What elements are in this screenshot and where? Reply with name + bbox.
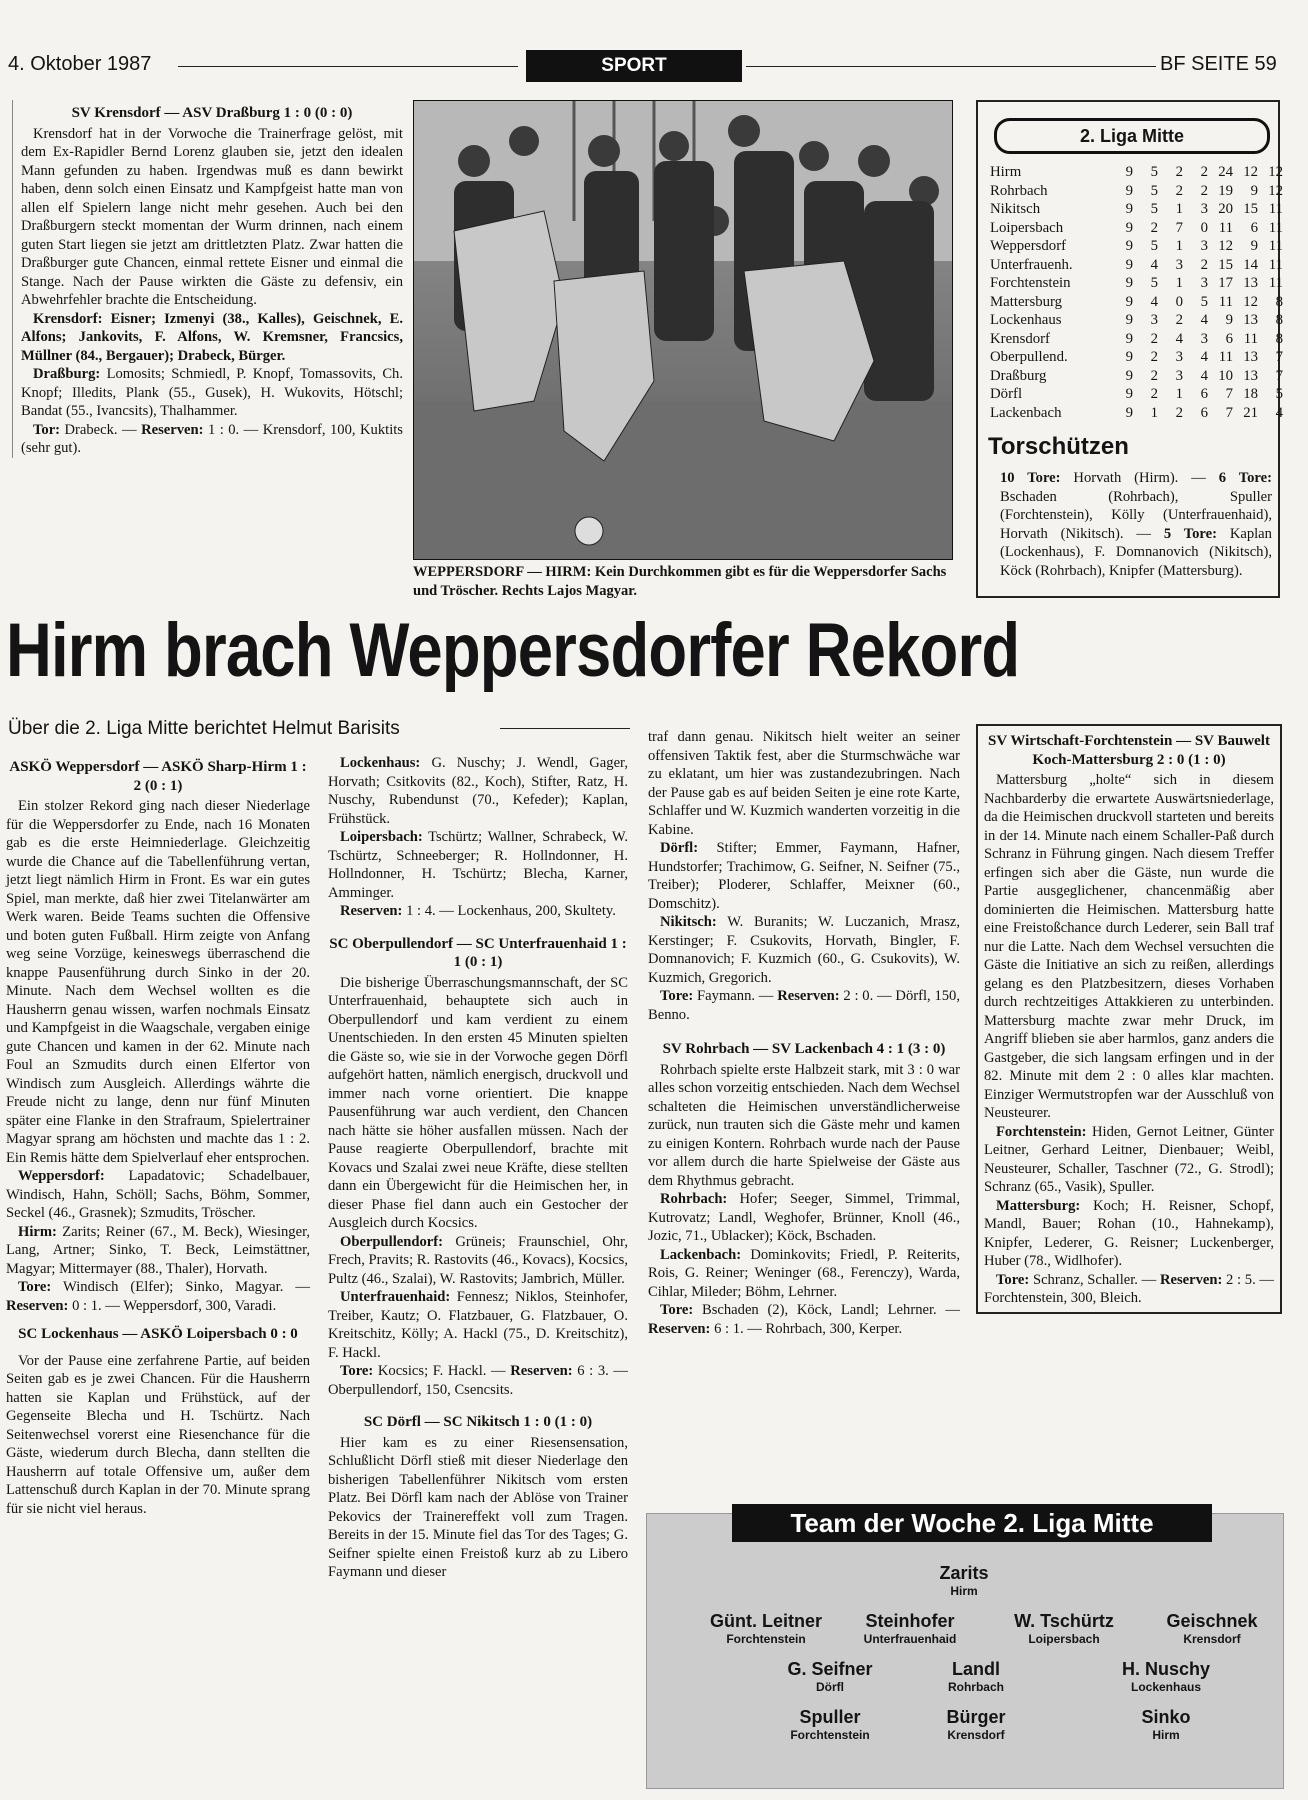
standings-value: 9 <box>1125 219 1133 236</box>
article-title: SC Lockenhaus — ASKÖ Loipersbach 0 : 0 <box>18 1326 298 1342</box>
article-krensdorf <box>12 100 403 458</box>
standings-value: 2 <box>1150 219 1158 236</box>
standings-value: 11 <box>1218 349 1233 365</box>
page-date: 4. Oktober 1987 <box>8 53 152 75</box>
standings-value: 2 <box>1175 312 1183 328</box>
standings-value: 11 <box>1218 219 1233 236</box>
standings-value: 3 <box>1175 256 1183 273</box>
standings-value: 2 <box>1200 256 1208 273</box>
standings-value: 9 <box>1225 312 1233 328</box>
standings-value: 9 <box>1125 293 1133 310</box>
standings-team: Mattersburg <box>990 293 1063 310</box>
standings-row <box>990 163 1283 182</box>
standings-value: 3 <box>1200 275 1208 291</box>
page-number: BF SEITE 59 <box>1160 53 1277 75</box>
reserves-label: Reserven: <box>141 421 204 438</box>
standings-value: 3 <box>1175 349 1183 365</box>
article-body: Die bisherige Überraschungsmannschaft, der SC Unterfrauenhaid, behauptete sich auch in Oberpullendorf und kam verdient zu einem Unentschieden. In den ersten 45 Minuten spielten die Gäste so, wie sie in der Vorwoche gegen Dörfl aufgehört hatten, nämlich energisch, druckvoll und immer nach vorne orientiert. Die knappe Pausenführung war auch verdient, den Chancen nach hätte sie höher ausfallen müssen. Nach der Pause reagierte Oberpullendorf, brachte mit Kovacs und Szalai zwei neue Kräfte, diese stellten dann ein Übergewicht für die Heimischen her, in dieser Phase fiel dann auch ein Gestocher der Ausgleich durch Kocsics. <box>328 974 628 1231</box>
standings-value: 2 <box>1200 164 1208 180</box>
standings-value: 10 <box>1218 367 1233 384</box>
standings-team: Oberpullend. <box>990 349 1068 365</box>
reserves-text: 0 : 1. — Weppersdorf, 300, Varadi. <box>72 1297 277 1314</box>
player-name: Sinko <box>1141 1707 1191 1727</box>
lineup-text: Tschürtz; Wallner, Schrabeck, W. Tschürtz, Schneeberger; R. Hollndonner, H. Hollndonner, H. Tschürtz; Blecha, Karner, Amminger. <box>328 829 628 901</box>
standings-table <box>990 163 1283 422</box>
player-club: Forchtenstein <box>726 1632 806 1646</box>
standings-row <box>990 182 1283 201</box>
standings-value: 7 <box>1275 367 1283 384</box>
goals-text: Schranz, Schaller. — <box>1032 1271 1157 1288</box>
article-body: Hier kam es zu einer Riesensensation, Schlußlicht Dörfl stieß mit dieser Niederlage den bisherigen Tabellenführer Nikitsch vom ersten Platz. Bei Dörfl kam nach der Ablöse von Trainer Pekovics der Trainereffekt voll zum Tragen. Bereits in der 15. Minute fiel das Tor des Tages; G. Seifner spielte einen Freistoß kurz ab zu Libero Faymann und dieser <box>328 1434 628 1580</box>
standings-value: 5 <box>1150 182 1158 199</box>
reserves-text: 1 : 4. — Lockenhaus, 200, Skultety. <box>406 903 616 919</box>
team-of-week-player <box>1066 1659 1266 1694</box>
player-name: Zarits <box>939 1563 989 1583</box>
standings-value: 11 <box>1268 256 1283 273</box>
scorers-names: Bschaden (Rohrbach), Spuller (Forchtenstein), Kölly (Unterfrauenhaid), Horvath (Nikitsch). — <box>1000 488 1272 542</box>
standings-value: 1 <box>1150 404 1158 421</box>
standings-row <box>990 274 1283 293</box>
standings-value: 9 <box>1125 349 1133 365</box>
standings-value: 11 <box>1243 330 1258 347</box>
standings-value: 1 <box>1175 238 1183 254</box>
standings-value: 11 <box>1218 293 1233 310</box>
standings-title: 2. Liga Mitte <box>994 118 1270 154</box>
team-of-week-players <box>646 1513 1282 1787</box>
standings-row <box>990 404 1283 423</box>
goals-text: Kocsics; F. Hackl. — <box>377 1363 506 1379</box>
standings-row <box>990 237 1283 256</box>
article-title: SV Rohrbach — SV Lackenbach 4 : 1 (3 : 0) <box>662 1041 946 1057</box>
reserves-text: 1 : 0. — Krensdorf, 100, Kuktits (sehr gut). <box>21 421 403 456</box>
standings-value: 2 <box>1150 367 1158 384</box>
standings-value: 2 <box>1175 182 1183 199</box>
section-label: SPORT <box>526 50 742 82</box>
standings-value: 11 <box>1268 219 1283 236</box>
reserves-label: Reserven: <box>777 988 840 1004</box>
standings-value: 6 <box>1200 404 1208 421</box>
lineup-text: Lapadatovic; Schadelbauer, Windisch, Hahn, Schöll; Sachs, Böhm, Sommer, Seckel (46., Grasnek); Szmudits, Tröscher. <box>6 1168 310 1221</box>
standings-value: 2 <box>1150 330 1158 347</box>
goals-label: Tore: <box>340 1363 374 1379</box>
standings-team: Loipersbach <box>990 219 1064 236</box>
reserves-label: Reserven: <box>648 1320 711 1337</box>
standings-value: 21 <box>1243 404 1258 421</box>
lineup-label: Krensdorf: <box>33 310 103 327</box>
reserves-text: 2 : 0. — Dörfl, 150, Benno. <box>648 988 960 1023</box>
lineup-text: Grüneis; Fraunschiel, Ohr, Frech, Pravits; R. Rastovits (46., Kovacs), Kocsics, Pultz (46., Szalai), W. Rastovits; Jambrich, Müller. <box>328 1233 628 1287</box>
team-of-week-title: Team der Woche 2. Liga Mitte <box>732 1504 1212 1542</box>
standings-row <box>990 219 1283 238</box>
lineup-label: Mattersburg: <box>996 1197 1081 1214</box>
goals-label: Tore: <box>18 1279 52 1295</box>
lineup-label: Weppersdorf: <box>18 1168 105 1184</box>
standings-value: 13 <box>1243 312 1258 328</box>
standings-value: 9 <box>1125 182 1133 199</box>
standings-row <box>990 293 1283 312</box>
goals-text: Windisch (Elfer); Sinko, Magyar. — <box>63 1279 310 1295</box>
article-body: Rohrbach spielte erste Halbzeit stark, mit 3 : 0 war alles schon vorzeitig entschieden. Nach dem Wechsel schalteten die Heimischen unverständlicherweise zurück, nun trauten sich die Gäste mehr und kamen zu einigen Kontern. Rohrbach wurde nach der Pause vor allem durch die harte Spielweise der Gäste aus dem Rhythmus gebracht. <box>648 1061 960 1189</box>
standings-value: 13 <box>1243 349 1258 365</box>
lineup-text: W. Buranits; W. Luczanich, Mrasz, Kerstinger; F. Csukovits, Horvath, Bingler, F. Domnanovich; F. Kuzmich (60., G. Csukovits), W. Kuzmich, Gregorich. <box>648 914 960 986</box>
player-club: Dörfl <box>816 1680 844 1694</box>
reserves-label: Reserven: <box>510 1363 573 1379</box>
player-name: Landl <box>952 1659 1000 1679</box>
lineup-text: Zarits; Reiner (67., M. Beck), Wiesinger, Lang, Artner; Sinko, T. Beck, Leimstättner, Magyar; Mittermayer (88., Thaler), Horvath. <box>6 1223 310 1277</box>
standings-value: 12 <box>1243 293 1258 310</box>
lineup-text: Dominkovits; Friedl, P. Reiterits, Rois, G. Reiner; Weninger (68., Ferenczy), Warda, Cihlar, Mileder; Böhm, Lehrner. <box>648 1246 960 1300</box>
scorers-label: 5 Tore: <box>1163 525 1217 542</box>
lineup-label: Forchtenstein: <box>996 1123 1087 1140</box>
standings-value: 3 <box>1200 330 1208 347</box>
standings-team: Dörfl <box>990 386 1023 402</box>
standings-value: 5 <box>1150 164 1158 180</box>
standings-value: 4 <box>1200 367 1208 384</box>
standings-team: Lockenhaus <box>990 312 1062 328</box>
standings-value: 6 <box>1200 386 1208 402</box>
standings-value: 2 <box>1175 164 1183 180</box>
reserves-label: Reserven: <box>1159 1271 1223 1288</box>
lineup-text: Fennesz; Niklos, Steinhofer, Treiber, Kautz; O. Flatzbauer, G. Flatzbauer, O. Kreitschitz, Kölly; A. Hackl (75., D. Kreitschitz), F. Hackl. <box>328 1289 628 1361</box>
standings-row <box>990 385 1283 404</box>
header-rule-right <box>746 66 1156 67</box>
standings-value: 15 <box>1218 256 1233 273</box>
standings-team: Hirm <box>990 164 1022 180</box>
standings-value: 9 <box>1125 256 1133 273</box>
lineup-label: Lockenhaus: <box>340 755 421 771</box>
standings-value: 3 <box>1150 312 1158 328</box>
standings-value: 12 <box>1268 164 1283 180</box>
scorers-names: Horvath (Hirm). — <box>1073 470 1206 486</box>
standings-value: 12 <box>1218 238 1233 254</box>
player-club: Hirm <box>950 1584 978 1598</box>
standings-value: 0 <box>1175 293 1183 310</box>
player-name: Bürger <box>946 1707 1006 1727</box>
standings-team: Weppersdorf <box>990 238 1067 254</box>
lineup-label: Oberpullendorf: <box>340 1233 443 1250</box>
article-title: SC Dörfl — SC Nikitsch 1 : 0 (1 : 0) <box>363 1414 593 1430</box>
lineup-text: Eisner; Izmenyi (38., Kalles), Geischnek, E. Alfons; Jankovits, F. Alfons, W. Kremsner, Francsics, Müllner (84., Bergauer); Drabeck, Bürger. <box>21 310 403 364</box>
standings-value: 3 <box>1175 367 1183 384</box>
article-body: Mattersburg „holte“ sich in diesem Nachbarderby die erwartete Auswärtsniederlage, da die Heimischen druckvoll starteten und bereits in der 14. Minute nach einem Schaller-Paß durch Schranz in Führung gingen. Nach diesem Treffer erfingen sich aber die Gäste, nun wurde die Partie ausgeglichener, chancenmäßig aber dominierten die Heimischen. Mattersburg hatte eine Freistoßchance durch Lederer, sein Ball traf nur die Latte. Nach dem Wechsel versuchten die Gäste die Initiative an sich zu reißen, allerdings gelang es den Platzbesitzern, dieses Vorhaben durch rechtzeitiges Attakkieren zu unterbinden. Mattersburg machte zwar mehr Druck, im Angriff blieben sie aber harmlos, ganz anders die Gastgeber, die sich langsam erfingen und in der 82. Minute mit dem 2 : 0 alles klar machten. Einziger Wermutstropfen war der Ausschluß von Neusteurer. <box>984 772 1274 1121</box>
standings-value: 5 <box>1150 201 1158 217</box>
goals-label: Tor: <box>33 421 61 438</box>
player-name: Günt. Leitner <box>710 1611 822 1631</box>
goals-label: Tore: <box>660 988 694 1004</box>
player-club: Loipersbach <box>1028 1632 1100 1646</box>
standings-value: 8 <box>1275 293 1283 310</box>
standings-value: 18 <box>1243 386 1258 402</box>
team-of-week-player <box>876 1707 1076 1742</box>
article-body: Ein stolzer Rekord ging nach dieser Niederlage für die Weppersdorfer zu Ende, nach 16 Monaten gab es die erste Heimniederlage. Gleichzeitig wurde die Chance auf die Tabellenführung vertan, jetzt liegt nämlich Hirm in Front. Es war ein gutes Spiel, man merkte, daß hier zwei Titelanwärter am Werk waren. Beide Teams suchten die Offensive und boten guten Fußball. Hirm zeigte von Anfang weg seine Vorzüge, keineswegs überraschend die knappe Pausenführung durch Sinko in der 20. Minute. Nach dem Wechsel wollten es die Hausherrn genau wissen, warfen nochmals Einsatz und Kampfgeist in die Waagschale, vergaben einige gute Chancen und kamen in der 62. Minute nach Foul an Szmudits durch einen Elfertor von Windisch zum Ausgleich. Allerdings währte die Freude nicht zu lange, denn nur fünf Minuten später eine Flanke in den Strafraum, Spielertrainer Magyar sprang am höchsten und machte das 1 : 2. Ein Remis hätte dem Spielverlauf eher entsprochen. <box>6 798 310 1166</box>
lineup-text: Hiden, Gernot Leitner, Günter Leitner, Gerhard Leitner, Dienbauer; Weibl, Neusteurer, Schaller, Taschner (72., G. Strodl); Schranz (65., Vasik), Spuller. <box>984 1123 1274 1195</box>
standings-value: 8 <box>1275 312 1283 328</box>
article-title: SC Oberpullendorf — SC Unterfrauenhaid 1 : 1 (0 : 1) <box>329 935 627 970</box>
scorers-title: Torschützen <box>988 433 1129 460</box>
standings-value: 6 <box>1250 219 1258 236</box>
team-of-week-player <box>1066 1707 1266 1742</box>
standings-value: 9 <box>1125 164 1133 180</box>
standings-value: 9 <box>1250 238 1258 254</box>
byline-rule <box>500 728 630 729</box>
player-club: Krensdorf <box>1183 1632 1241 1646</box>
standings-value: 5 <box>1200 293 1208 310</box>
lineup-label: Rohrbach: <box>660 1191 728 1207</box>
scorers-names: Kaplan (Lockenhaus), F. Domnanovich (Nikitsch), Köck (Rohrbach), Knipfer (Mattersburg). <box>1000 525 1272 579</box>
standings-value: 15 <box>1243 201 1258 217</box>
standings-team: Lackenbach <box>990 404 1062 421</box>
standings-value: 12 <box>1243 164 1258 180</box>
standings-value: 9 <box>1125 201 1133 217</box>
reserves-text: 6 : 3. — Oberpullendorf, 150, Csencsits. <box>328 1363 628 1398</box>
lineup-label: Dörfl: <box>660 840 699 856</box>
standings-value: 2 <box>1150 349 1158 365</box>
article-title: SV Wirtschaft-Forchtenstein — SV Bauwelt Koch-Mattersburg 2 : 0 (1 : 0) <box>988 733 1270 768</box>
reserves-label: Reserven: <box>6 1297 69 1314</box>
standings-team: Forchtenstein <box>990 275 1071 291</box>
standings-value: 1 <box>1175 386 1183 402</box>
standings-value: 9 <box>1125 330 1133 347</box>
goals-text: Drabeck. — <box>64 421 137 438</box>
reserves-label: Reserven: <box>340 903 403 919</box>
standings-value: 5 <box>1150 238 1158 254</box>
player-club: Hirm <box>1152 1728 1180 1742</box>
team-of-week-player <box>864 1563 1064 1598</box>
goals-text: Faymann. — <box>697 988 774 1004</box>
team-of-week-player <box>1112 1611 1308 1646</box>
lineup-label: Unterfrauenhaid: <box>340 1289 451 1305</box>
player-club: Forchtenstein <box>790 1728 870 1742</box>
standings-value: 5 <box>1275 386 1283 402</box>
standings-value: 11 <box>1268 275 1283 291</box>
article-forchtenstein-mattersburg <box>976 724 1282 1314</box>
standings-value: 9 <box>1125 312 1133 328</box>
lineup-label: Lackenbach: <box>660 1246 742 1263</box>
standings-value: 4 <box>1200 349 1208 365</box>
article-column-2 <box>328 754 628 1582</box>
lineup-text: Stifter; Emmer, Faymann, Hafner, Hundstorfer; Trachimow, G. Seifner, N. Seifner (75., Treiber); Ploderer, Schlaffer, Meixner (60., Domschitz). <box>648 840 960 912</box>
standings-row <box>990 256 1283 275</box>
scorers-text <box>1000 469 1272 580</box>
standings-value: 14 <box>1243 256 1258 273</box>
standings-value: 11 <box>1268 238 1283 254</box>
standings-value: 7 <box>1175 219 1183 236</box>
lineup-label: Hirm: <box>18 1223 57 1240</box>
standings-value: 7 <box>1225 386 1233 402</box>
standings-value: 12 <box>1268 182 1283 199</box>
player-name: Geischnek <box>1166 1611 1258 1631</box>
article-column-3 <box>648 728 960 1338</box>
standings-value: 9 <box>1125 404 1133 421</box>
scorers-label: 6 Tore: <box>1218 470 1272 486</box>
team-of-week-player <box>876 1659 1076 1694</box>
goals-label: Tore: <box>660 1302 694 1318</box>
article-weppersdorf-hirm <box>6 754 310 1518</box>
standings-value: 7 <box>1275 349 1283 365</box>
standings-value: 7 <box>1225 404 1233 421</box>
byline: Über die 2. Liga Mitte berichtet Helmut Barisits <box>8 718 400 739</box>
standings-value: 24 <box>1218 164 1233 180</box>
standings-value: 4 <box>1200 312 1208 328</box>
player-name: W. Tschürtz <box>1014 1611 1114 1631</box>
article-body: traf dann genau. Nikitsch hielt weiter an seiner offensiven Taktik fest, aber die Sturmschwäche war zu eklatant, um hier was zustandezubringen. Nach der Pause gab es auf beiden Seiten je eine rote Karte, Schlaffer und W. Kuzmich wanderten vorzeitig in die Kabine. <box>648 729 960 838</box>
standings-row <box>990 348 1283 367</box>
goals-label: Tore: <box>996 1271 1030 1288</box>
standings-value: 3 <box>1200 201 1208 217</box>
standings-value: 3 <box>1200 238 1208 254</box>
standings-team: Draßburg <box>990 367 1047 384</box>
article-body: Vor der Pause eine zerfahrene Partie, auf beiden Seiten gab es je zwei Chancen. Für die Hausherrn hatten sie Kaplan und Frühstück, auf der Gegenseite Blecha und H. Tschürtz. Nach Seitenwechsel vorerst eine Riesenchance für die Gäste, wiederum durch Blecha, dann stellten die Hausherrn auf totale Offensive um, außer dem Lattenschuß durch Kaplan in der 70. Minute sprang für sie nicht viel heraus. <box>6 1352 310 1517</box>
standings-value: 19 <box>1218 182 1233 199</box>
article-title: SV Krensdorf — ASV Draßburg 1 : 0 (0 : 0) <box>71 105 353 121</box>
player-club: Krensdorf <box>947 1728 1005 1742</box>
photo-caption: WEPPERSDORF — HIRM: Kein Durchkommen gibt es für die Weppersdorfer Sachs und Tröscher. Rechts Lajos Magyar. <box>413 564 947 599</box>
lineup-text: G. Nuschy; J. Wendl, Gager, Horvath; Csitkovits (82., Koch), Stifter, Ratz, H. Nuschy, Rubendunst (70., Kefeder); Kaplan, Frühstück. <box>328 755 628 827</box>
standings-value: 9 <box>1125 367 1133 384</box>
standings-value: 11 <box>1268 201 1283 217</box>
standings-row <box>990 330 1283 349</box>
standings-row <box>990 367 1283 386</box>
standings-value: 1 <box>1175 201 1183 217</box>
standings-value: 2 <box>1200 182 1208 199</box>
standings-value: 1 <box>1175 275 1183 291</box>
player-club: Unterfrauenhaid <box>863 1632 957 1646</box>
standings-value: 0 <box>1200 219 1208 236</box>
standings-value: 13 <box>1243 275 1258 291</box>
match-photo <box>413 100 953 560</box>
scorers-label: 10 Tore: <box>1000 470 1061 486</box>
lineup-text: Koch; H. Reisner, Schopf, Mandl, Bauer; Rohan (10., Hahnekamp), Knipfer, Lederer, G. Reisner; Luckenberger, Huber (78., Widlhofer). <box>984 1197 1275 1269</box>
article-title: ASKÖ Weppersdorf — ASKÖ Sharp-Hirm 1 : 2 (0 : 1) <box>9 759 307 794</box>
standings-value: 20 <box>1218 201 1233 217</box>
standings-value: 4 <box>1150 293 1158 310</box>
lineup-label: Loipersbach: <box>340 829 423 845</box>
standings-team: Rohrbach <box>990 182 1048 199</box>
standings-value: 9 <box>1125 275 1133 291</box>
standings-row <box>990 200 1283 219</box>
standings-value: 13 <box>1243 367 1258 384</box>
standings-value: 5 <box>1150 275 1158 291</box>
lineup-label: Draßburg: <box>33 366 101 382</box>
reserves-text: 2 : 5. — Forchtenstein, 300, Bleich. <box>984 1271 1275 1306</box>
player-name: H. Nuschy <box>1121 1659 1211 1679</box>
standings-value: 8 <box>1275 330 1283 347</box>
standings-value: 17 <box>1218 275 1233 291</box>
reserves-text: 6 : 1. — Rohrbach, 300, Kerper. <box>714 1320 903 1337</box>
headline: Hirm brach Weppersdorfer Rekord <box>6 608 1020 693</box>
lineup-text: Lomosits; Schmiedl, P. Knopf, Tomassovits, Ch. Knopf; Illedits, Plank (55., Gusek), H. Wukovits, Hötschl; Bandat (55., Ivancsits), Thalhammer. <box>21 366 403 419</box>
standings-value: 9 <box>1125 238 1133 254</box>
goals-text: Bschaden (2), Köck, Landl; Lehrner. — <box>701 1302 960 1318</box>
player-club: Lockenhaus <box>1130 1680 1202 1694</box>
standings-row <box>990 311 1283 330</box>
standings-value: 4 <box>1275 404 1283 421</box>
header-rule-left <box>178 66 518 67</box>
standings-team: Krensdorf <box>990 330 1050 347</box>
standings-value: 4 <box>1150 256 1158 273</box>
player-name: G. Seifner <box>787 1659 873 1679</box>
article-body: Krensdorf hat in der Vorwoche die Trainerfrage gelöst, mit dem Ex-Rapidler Bernd Lorenz glauben sie, jetzt den idealen Mann gefunden zu haben. Irgendwas muß es dann bewirkt haben, denn solch einen Einsatz und Kampfgeist hatte man von allen elf Spielern lange nicht mehr gesehen. Auch bei den Draßburgern steckt momentan der Wurm drinnen, nach einem guten Start liegen sie jetzt am drittletzten Platz. Zwar hatten die Draßburger gute Chancen, einmal rettete Eisner und einmal die Stange. Nach der Pause wirkten die Gäste zu defensiv, ein Abwehrfehler brachte die Entscheidung. <box>21 125 403 308</box>
standings-value: 4 <box>1175 330 1183 347</box>
standings-value: 2 <box>1175 404 1183 421</box>
standings-team: Nikitsch <box>990 201 1041 217</box>
player-name: Steinhofer <box>865 1611 955 1631</box>
player-name: Spuller <box>799 1707 861 1727</box>
lineup-text: Hofer; Seeger, Simmel, Trimmal, Kutrovatz; Landl, Weghofer, Brünner, Knoll (46., Jozic, 71., Ublacker); Köck, Bschaden. <box>648 1191 960 1244</box>
standings-value: 9 <box>1250 182 1258 199</box>
standings-team: Unterfrauenh. <box>990 256 1073 273</box>
standings-value: 2 <box>1150 386 1158 402</box>
lineup-label: Nikitsch: <box>660 914 717 930</box>
player-club: Rohrbach <box>947 1680 1004 1694</box>
standings-value: 6 <box>1225 330 1233 347</box>
standings-value: 9 <box>1125 386 1133 402</box>
